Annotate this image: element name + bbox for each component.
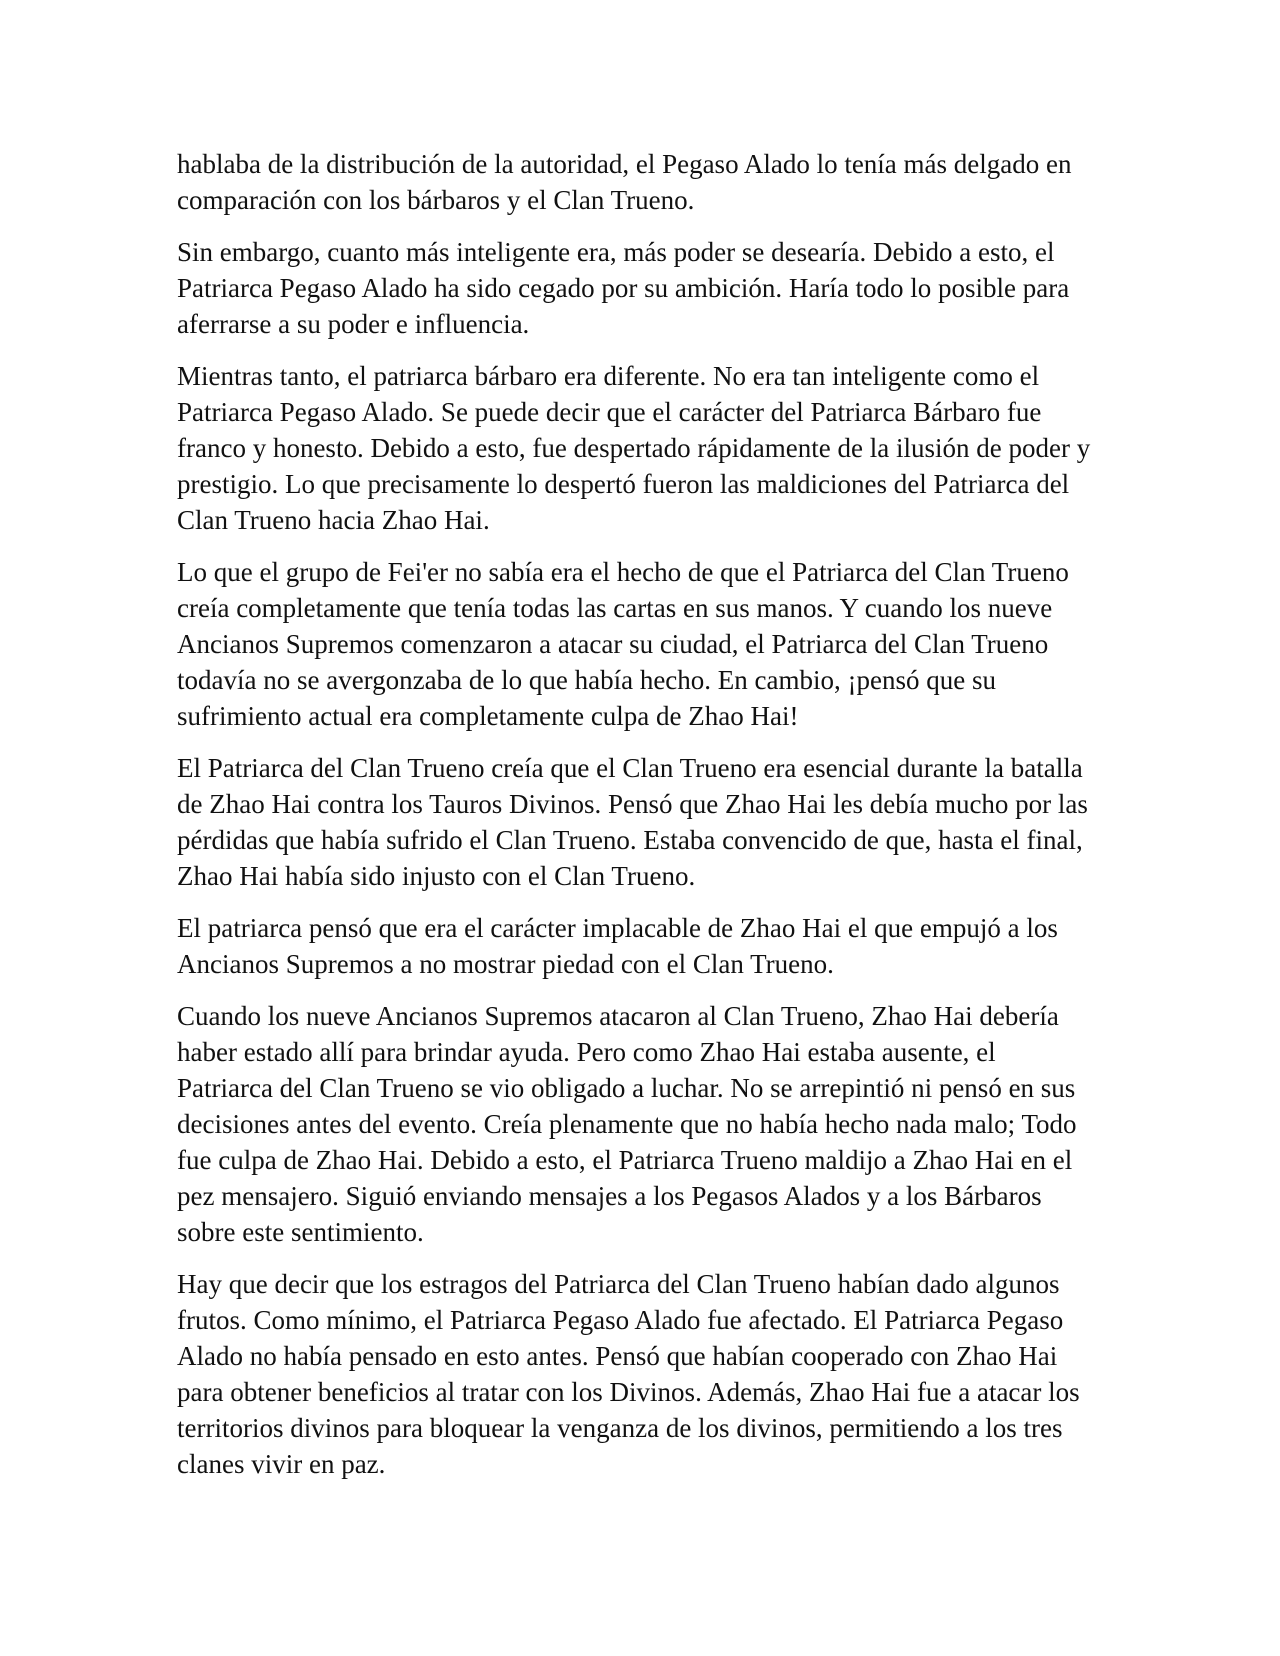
paragraph-4: Lo que el grupo de Fei'er no sabía era el hecho de que el Patriarca del Clan Trueno creía completamente que tenía todas las cartas en sus manos. Y cuando los nueve Ancianos Supremos comenzaron a atacar su ciudad, el Patriarca del Clan Trueno todavía no se avergonzaba de lo que había hecho. En cambio, ¡pensó que su sufrimiento actual era completamente culpa de Zhao Hai!: [177, 557, 1069, 731]
document-body: [177, 146, 1097, 1482]
paragraph-7: Cuando los nueve Ancianos Supremos atacaron al Clan Trueno, Zhao Hai debería haber estado allí para brindar ayuda. Pero como Zhao Hai estaba ausente, el Patriarca del Clan Trueno se vio obligado a luchar. No se arrepintió ni pensó en sus decisiones antes del evento. Creía plenamente que no había hecho nada malo; Todo fue culpa de Zhao Hai. Debido a esto, el Patriarca Trueno maldijo a Zhao Hai en el pez mensajero. Siguió enviando mensajes a los Pegasos Alados y a los Bárbaros sobre este sentimiento.: [177, 1001, 1077, 1247]
paragraph-2: Sin embargo, cuanto más inteligente era, más poder se desearía. Debido a esto, el Patriarca Pegaso Alado ha sido cegado por su ambición. Haría todo lo posible para aferrarse a su poder e influencia.: [177, 237, 1070, 339]
paragraph-3: Mientras tanto, el patriarca bárbaro era diferente. No era tan inteligente como el Patriarca Pegaso Alado. Se puede decir que el carácter del Patriarca Bárbaro fue franco y honesto. Debido a esto, fue despertado rápidamente de la ilusión de poder y prestigio. Lo que precisamente lo despertó fueron las maldiciones del Patriarca del Clan Trueno hacia Zhao Hai.: [177, 361, 1091, 535]
paragraph-6: El patriarca pensó que era el carácter implacable de Zhao Hai el que empujó a los Ancianos Supremos a no mostrar piedad con el Clan Trueno.: [177, 913, 1058, 979]
paragraph-8: Hay que decir que los estragos del Patriarca del Clan Trueno habían dado algunos frutos. Como mínimo, el Patriarca Pegaso Alado fue afectado. El Patriarca Pegaso Alado no había pensado en esto antes. Pensó que habían cooperado con Zhao Hai para obtener beneficios al tratar con los Divinos. Además, Zhao Hai fue a atacar los territorios divinos para bloquear la venganza de los divinos, permitiendo a los tres clanes vivir en paz.: [177, 1269, 1080, 1479]
paragraph-5: El Patriarca del Clan Trueno creía que el Clan Trueno era esencial durante la batalla de Zhao Hai contra los Tauros Divinos. Pensó que Zhao Hai les debía mucho por las pérdidas que había sufrido el Clan Trueno. Estaba convencido de que, hasta el final, Zhao Hai había sido injusto con el Clan Trueno.: [177, 753, 1088, 891]
paragraph-1: hablaba de la distribución de la autoridad, el Pegaso Alado lo tenía más delgado en comparación con los bárbaros y el Clan Trueno.: [177, 149, 1072, 215]
